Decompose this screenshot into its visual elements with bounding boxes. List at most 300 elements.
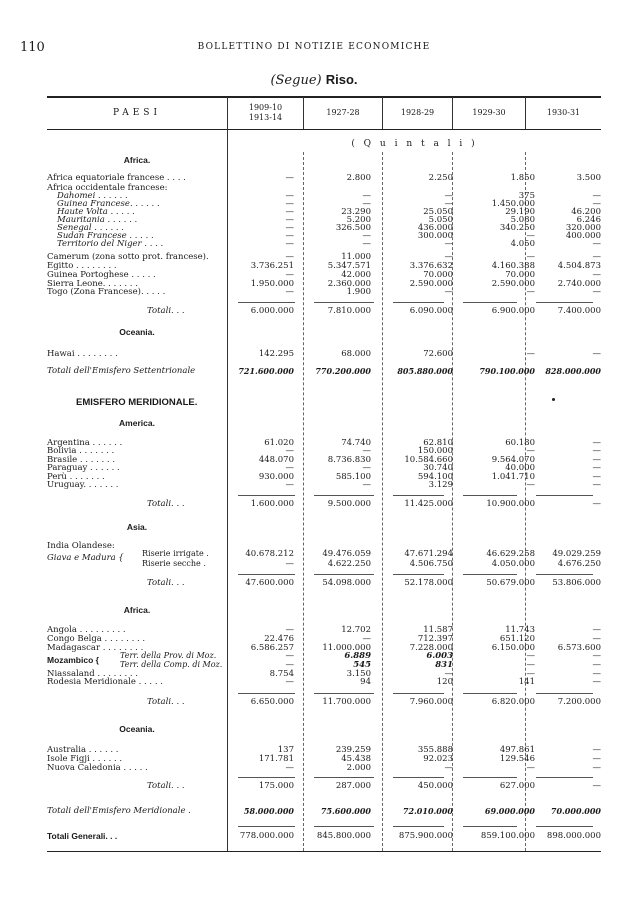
total-rule (463, 826, 517, 827)
row-value-col-1: 5.200 (346, 215, 371, 225)
row-value-col-3: 340.250 (499, 223, 535, 233)
row-value-col-1: — (362, 199, 371, 209)
row-value-col-2: 10.584.660 (404, 455, 453, 465)
row-value-col-1: 74.740 (341, 438, 371, 448)
total-rule (393, 777, 444, 778)
row-value-col-2: 355.888 (417, 745, 453, 755)
row-value-col-1: 239.259 (335, 745, 371, 755)
total-rule (393, 495, 444, 496)
row-label: Togo (Zona Francese). . . . . (47, 287, 166, 297)
section-africa-sud: Africa. (123, 605, 151, 615)
table-row (47, 781, 601, 791)
total-rule (536, 693, 593, 694)
total-rule (536, 777, 593, 778)
row-value-col-1: 7.810.000 (327, 306, 371, 316)
running-head: BOLLETTINO DI NOTIZIE ECONOMICHE (197, 42, 431, 52)
row-value-col-3: 60.180 (505, 438, 535, 448)
row-value-col-3: 651.120 (499, 634, 535, 644)
row-value-col-0: 175.000 (258, 781, 294, 791)
table-row (47, 306, 601, 316)
total-rule (314, 777, 374, 778)
row-value-col-3: 9.564.070 (491, 455, 535, 465)
row-value-col-2: — (444, 252, 453, 262)
row-value-col-3: 497.861 (499, 745, 535, 755)
table-row (47, 549, 601, 559)
row-value-col-2: 30.740 (423, 463, 453, 473)
row-value-col-3: 2.590.000 (491, 279, 535, 289)
total-rule (314, 574, 374, 575)
row-value-col-1: 54.098.000 (322, 578, 371, 588)
row-value-col-4: — (592, 634, 601, 644)
table-row (47, 499, 601, 509)
header-col-0b: 1913-14 (248, 113, 283, 122)
row-value-col-3: 6.820.000 (491, 697, 535, 707)
row-value-col-0: — (285, 651, 294, 661)
row-label: Niassaland . . . . . . . . (47, 669, 138, 679)
row-value-col-4: — (592, 625, 601, 635)
row-value-col-2: 2.250 (428, 173, 453, 183)
row-value-col-4: 898.000.000 (546, 831, 601, 841)
table-row (47, 806, 601, 816)
section-oceania-sud: Oceania. (119, 724, 155, 734)
row-value-col-1: 3.150 (346, 669, 371, 679)
row-value-col-1: — (362, 231, 371, 241)
row-label: Territorio del Niger . . . . (57, 239, 164, 249)
row-value-col-1: 545 (353, 660, 371, 670)
row-value-col-4: — (592, 472, 601, 482)
row-value-col-2: 72.600 (423, 349, 453, 359)
row-value-col-3: 46.629.258 (486, 549, 535, 559)
row-value-col-1: 12.702 (341, 625, 371, 635)
row-value-col-4: 320.000 (565, 223, 601, 233)
row-label: Nuova Caledonia . . . . . (47, 763, 148, 773)
row-value-col-1: 6.889 (344, 651, 371, 661)
row-value-col-4: 3.500 (576, 173, 601, 183)
row-value-col-3: — (526, 651, 535, 661)
row-value-col-3: 1.450.000 (491, 199, 535, 209)
row-value-col-0: 448.070 (258, 455, 294, 465)
row-value-col-0: — (285, 677, 294, 687)
row-value-col-2: 6.003 (426, 651, 453, 661)
row-value-col-2: 3.376.632 (409, 261, 453, 271)
row-label: Camerum (zona sotto prot. francese). (47, 252, 209, 262)
row-value-col-4: 70.000.000 (550, 806, 601, 816)
row-label: Uruguay. . . . . . . (47, 480, 119, 490)
row-value-col-0: — (285, 270, 294, 280)
row-value-col-4: 7.400.000 (557, 306, 601, 316)
total-rule (314, 495, 374, 496)
row-value-col-1: — (362, 634, 371, 644)
row-label: Hawai . . . . . . . . (47, 349, 118, 359)
total-rule (536, 826, 593, 827)
row-value-col-1: 326.500 (335, 223, 371, 233)
table-row (47, 559, 601, 569)
row-value-col-3: 5.080 (510, 215, 535, 225)
row-value-col-2: — (444, 199, 453, 209)
row-value-col-2: 47.671.294 (404, 549, 453, 559)
row-value-col-3: — (526, 669, 535, 679)
row-label: Totali. . . (147, 306, 185, 316)
row-label: Bolivia . . . . . . . (47, 446, 115, 456)
row-value-col-1: 94 (360, 677, 371, 687)
row-label: Totali. . . (147, 499, 185, 509)
stray-dot (552, 398, 555, 401)
row-value-col-3: 11.743 (505, 625, 535, 635)
row-value-col-2: 6.090.000 (409, 306, 453, 316)
row-value-col-0: — (285, 660, 294, 670)
row-value-col-2: 120 (436, 677, 453, 687)
row-label: Totali. . . (147, 781, 185, 791)
row-value-col-3: 70.000 (505, 270, 535, 280)
row-value-col-1: 2.800 (346, 173, 371, 183)
row-value-col-4: — (592, 754, 601, 764)
row-value-col-0: 6.650.000 (250, 697, 294, 707)
brace-mozambico-label: Mozambico (47, 655, 94, 665)
row-value-col-4: — (592, 239, 601, 249)
row-value-col-2: — (444, 239, 453, 249)
row-value-col-1: 11.000.000 (322, 643, 371, 653)
row-value-col-1: 11.700.000 (322, 697, 371, 707)
row-value-col-1: — (362, 446, 371, 456)
title-segue: (Segue) (270, 73, 322, 88)
row-value-col-0: — (285, 559, 294, 569)
row-value-col-0: 3.736.251 (250, 261, 294, 271)
header-col-4: 1930-31 (546, 108, 581, 117)
section-africa: Africa. (123, 155, 151, 165)
row-value-col-1: 9.500.000 (327, 499, 371, 509)
row-value-col-0: — (285, 231, 294, 241)
row-value-col-4: — (592, 446, 601, 456)
table-row (47, 763, 601, 773)
row-value-col-2: — (444, 763, 453, 773)
row-value-col-4: — (592, 660, 601, 670)
row-value-col-4: — (592, 191, 601, 201)
row-value-col-3: — (526, 287, 535, 297)
row-label: Isole Figji . . . . . . (47, 754, 123, 764)
row-label: Perù . . . . . . . (47, 472, 105, 482)
total-rule (238, 302, 295, 303)
row-value-col-4: — (592, 270, 601, 280)
row-value-col-0: — (285, 287, 294, 297)
row-value-col-2: 150.000 (417, 446, 453, 456)
header-col-3: 1929-30 (472, 108, 506, 117)
row-value-col-1: 770.200.000 (315, 366, 371, 376)
row-value-col-0: 171.781 (258, 754, 294, 764)
row-value-col-4: 400.000 (565, 231, 601, 241)
header-col-1: 1927-28 (326, 108, 360, 117)
header-col-2: 1928-29 (400, 108, 435, 117)
header-col-0a: 1909-10 (248, 103, 283, 112)
table-row (47, 349, 601, 359)
row-value-col-3: — (526, 252, 535, 262)
total-rule (393, 693, 444, 694)
row-value-col-4: 6.573.600 (557, 643, 601, 653)
header-paesi: PAESI (112, 108, 162, 118)
row-value-col-4: — (592, 287, 601, 297)
row-value-col-0: 47.600.000 (245, 578, 294, 588)
brace-giava: Giava e Madura { (47, 553, 124, 563)
total-rule (393, 302, 444, 303)
row-value-col-4: — (592, 781, 601, 791)
row-value-col-2: 805.880.000 (397, 366, 453, 376)
row-value-col-0: — (285, 625, 294, 635)
row-value-col-4: — (592, 349, 601, 359)
row-value-col-3: 6.150.000 (491, 643, 535, 653)
row-value-col-2: 52.178.000 (404, 578, 453, 588)
row-value-col-4: 4.676.250 (557, 559, 601, 569)
row-value-col-1: 8.736.830 (327, 455, 371, 465)
table-row (47, 366, 601, 376)
row-value-col-0: 22.476 (264, 634, 294, 644)
row-label: Madagascar . . . . . . . . (47, 643, 144, 653)
row-value-col-1: 45.438 (341, 754, 371, 764)
total-rule (238, 777, 295, 778)
row-label: Totali Generali. . . (47, 831, 118, 841)
total-rule (463, 302, 517, 303)
row-value-col-0: — (285, 480, 294, 490)
total-rule (238, 693, 295, 694)
row-value-col-2: 3.129 (428, 480, 453, 490)
row-label: Congo Belga . . . . . . . . (47, 634, 146, 644)
row-label: Argentina . . . . . . (47, 438, 123, 448)
row-value-col-3: 1.850 (510, 173, 535, 183)
row-value-col-4: 46.200 (571, 207, 601, 217)
row-label: India Olandese: (47, 541, 115, 551)
total-rule (238, 574, 295, 575)
unit-label: ( Q u i n t a l i ) (351, 139, 478, 149)
row-value-col-4: — (592, 199, 601, 209)
row-value-col-2: 70.000 (423, 270, 453, 280)
row-value-col-0: 8.754 (269, 669, 294, 679)
row-value-col-3: 6.900.000 (491, 306, 535, 316)
row-label: Totali dell'Emisfero Settentrionale (47, 366, 196, 376)
brace-giava-label: Giava e Madura (47, 553, 116, 563)
section-oceania: Oceania. (119, 327, 155, 337)
row-value-col-4: — (592, 252, 601, 262)
row-label: Rodesia Meridionale . . . . . (47, 677, 163, 687)
total-rule (463, 495, 517, 496)
row-value-col-3: 790.100.000 (479, 366, 535, 376)
row-value-col-4: 828.000.000 (545, 366, 601, 376)
row-value-col-2: 92.023 (423, 754, 453, 764)
row-label: Paraguay . . . . . . (47, 463, 120, 473)
header-col-0 (228, 98, 303, 128)
row-value-col-2: 72.010.000 (402, 806, 453, 816)
row-value-col-3: 10.900.000 (486, 499, 535, 509)
page-number: 110 (20, 40, 45, 55)
row-value-col-1: 42.000 (341, 270, 371, 280)
row-value-col-2: 7.960.000 (409, 697, 453, 707)
row-value-col-3: 4.050 (510, 239, 535, 249)
row-label: Australia . . . . . . (47, 745, 119, 755)
row-value-col-3: 50.679.000 (486, 578, 535, 588)
row-label: Africa equatoriale francese . . . . (47, 173, 186, 183)
row-value-col-0: — (285, 446, 294, 456)
row-label: Totali dell'Emisfero Meridionale . (47, 806, 191, 816)
section-asia: Asia. (126, 522, 148, 532)
row-label: Haute Volta . . . . . (57, 207, 135, 217)
total-rule (314, 693, 374, 694)
row-value-col-0: 6.000.000 (250, 306, 294, 316)
total-rule (393, 574, 444, 575)
row-value-col-2: 11.587 (423, 625, 453, 635)
total-rule (238, 826, 295, 827)
total-rule (536, 495, 593, 496)
row-value-col-3: 1.041.710 (491, 472, 535, 482)
row-value-col-1: — (362, 463, 371, 473)
row-value-col-0: — (285, 763, 294, 773)
row-value-col-2: 712.397 (417, 634, 453, 644)
total-rule (536, 302, 593, 303)
row-value-col-3: 69.000.000 (484, 806, 535, 816)
row-value-col-2: 7.228.000 (409, 643, 453, 653)
total-rule (238, 495, 295, 496)
row-value-col-3: — (526, 480, 535, 490)
row-value-col-1: 5.347.571 (327, 261, 371, 271)
table-row (47, 831, 601, 841)
row-value-col-3: — (526, 763, 535, 773)
row-value-col-4: 7.200.000 (557, 697, 601, 707)
row-value-col-1: 1.900 (346, 287, 371, 297)
row-value-col-4: 6.246 (576, 215, 601, 225)
row-value-col-0: — (285, 215, 294, 225)
row-value-col-4: — (592, 499, 601, 509)
row-value-col-0: — (285, 191, 294, 201)
row-value-col-2: 4.506.750 (409, 559, 453, 569)
row-value-col-4: — (592, 480, 601, 490)
row-value-col-2: 594.100 (417, 472, 453, 482)
row-value-col-4: — (592, 677, 601, 687)
row-value-col-0: 1.950.000 (250, 279, 294, 289)
row-value-col-0: 58.000.000 (243, 806, 294, 816)
row-value-col-0: 778.000.000 (239, 831, 294, 841)
row-value-col-2: 875.900.000 (398, 831, 453, 841)
table-row (47, 480, 601, 490)
row-value-col-3: 29.190 (505, 207, 535, 217)
row-value-col-4: 53.806.000 (552, 578, 601, 588)
rule-header-bottom (47, 129, 601, 130)
row-value-col-2: 831 (435, 660, 453, 670)
row-value-col-0: 930.000 (258, 472, 294, 482)
table-row (47, 239, 601, 249)
row-label: Mauritania . . . . . . (57, 215, 138, 225)
title-name: Riso. (325, 72, 358, 87)
row-value-col-0: — (285, 199, 294, 209)
row-value-col-3: — (526, 660, 535, 670)
row-value-col-1: 68.000 (341, 349, 371, 359)
row-value-col-0: 6.586.257 (250, 643, 294, 653)
row-label: Sierra Leone. . . . . . . (47, 279, 138, 289)
table-row (47, 697, 601, 707)
row-label: Terr. della Comp. di Moz. (120, 660, 223, 669)
table-row (47, 173, 601, 183)
row-label: Brasile . . . . . . . (47, 455, 116, 465)
table-row (47, 677, 601, 687)
row-value-col-0: 40.678.212 (245, 549, 294, 559)
row-value-col-0: 1.600.000 (250, 499, 294, 509)
row-value-col-4: 4.504.873 (557, 261, 601, 271)
row-value-col-2: 11.425.000 (404, 499, 453, 509)
table-row (47, 578, 601, 588)
row-value-col-1: 2.360.000 (327, 279, 371, 289)
row-label: Senegal . . . . . . (57, 223, 125, 233)
row-value-col-0: 137 (277, 745, 294, 755)
row-value-col-0: — (285, 173, 294, 183)
row-value-col-2: 2.590.000 (409, 279, 453, 289)
row-value-col-3: 627.000 (499, 781, 535, 791)
table-title (0, 72, 628, 88)
row-value-col-1: 845.800.000 (316, 831, 371, 841)
row-value-col-4: 49.029.259 (552, 549, 601, 559)
row-value-col-0: 142.295 (258, 349, 294, 359)
row-value-col-4: — (592, 438, 601, 448)
row-value-col-0: — (285, 239, 294, 249)
row-value-col-3: — (526, 446, 535, 456)
row-value-col-2: 62.810 (423, 438, 453, 448)
total-rule (463, 777, 517, 778)
row-value-col-1: — (362, 191, 371, 201)
row-value-col-1: 4.622.250 (327, 559, 371, 569)
row-value-col-3: — (526, 231, 535, 241)
row-value-col-3: 4.050.000 (491, 559, 535, 569)
row-value-col-4: — (592, 763, 601, 773)
row-value-col-4: 2.740.000 (557, 279, 601, 289)
row-value-col-2: 300.000 (417, 231, 453, 241)
row-value-col-0: — (285, 207, 294, 217)
row-value-col-1: 49.476.059 (322, 549, 371, 559)
row-value-col-2: 25.050 (423, 207, 453, 217)
row-label: Angola . . . . . . . . . (47, 625, 126, 635)
row-label: Guinea Portoghese . . . . . (47, 270, 156, 280)
row-value-col-4: — (592, 463, 601, 473)
row-label: Africa occidentale francese: (47, 183, 168, 193)
row-value-col-1: 75.600.000 (320, 806, 371, 816)
row-value-col-1: 2.000 (346, 763, 371, 773)
row-value-col-2: — (444, 669, 453, 679)
row-value-col-0: — (285, 252, 294, 262)
row-value-col-2: 5.050 (428, 215, 453, 225)
total-rule (463, 574, 517, 575)
row-label: Riserie irrigate . (142, 549, 209, 558)
row-value-col-3: — (526, 349, 535, 359)
section-america: America. (119, 418, 155, 428)
total-rule (463, 693, 517, 694)
row-value-col-1: 287.000 (335, 781, 371, 791)
row-value-col-2: 450.000 (417, 781, 453, 791)
row-value-col-4: — (592, 455, 601, 465)
row-value-col-3: 375 (518, 191, 535, 201)
row-value-col-1: 585.100 (335, 472, 371, 482)
total-rule (536, 574, 593, 575)
row-label: Terr. della Prov. di Moz. (120, 651, 217, 660)
total-rule (314, 826, 374, 827)
row-label: Dahomei . . . . . . (57, 191, 128, 201)
table-row (47, 287, 601, 297)
row-value-col-3: 141 (518, 677, 535, 687)
rule-bottom (47, 851, 601, 852)
brace-mozambico: Mozambico { (47, 655, 99, 665)
row-value-col-3: 40.000 (505, 463, 535, 473)
row-value-col-4: — (592, 651, 601, 661)
row-value-col-4: — (592, 669, 601, 679)
row-value-col-3: 129.546 (499, 754, 535, 764)
row-value-col-3: 4.160.388 (491, 261, 535, 271)
row-label: Egitto . . . . . . . . (47, 261, 117, 271)
row-value-col-0: — (285, 223, 294, 233)
row-label: Totali. . . (147, 697, 185, 707)
row-value-col-0: 721.600.000 (238, 366, 294, 376)
section-emisfero-meridionale: EMISFERO MERIDIONALE. (76, 397, 198, 408)
